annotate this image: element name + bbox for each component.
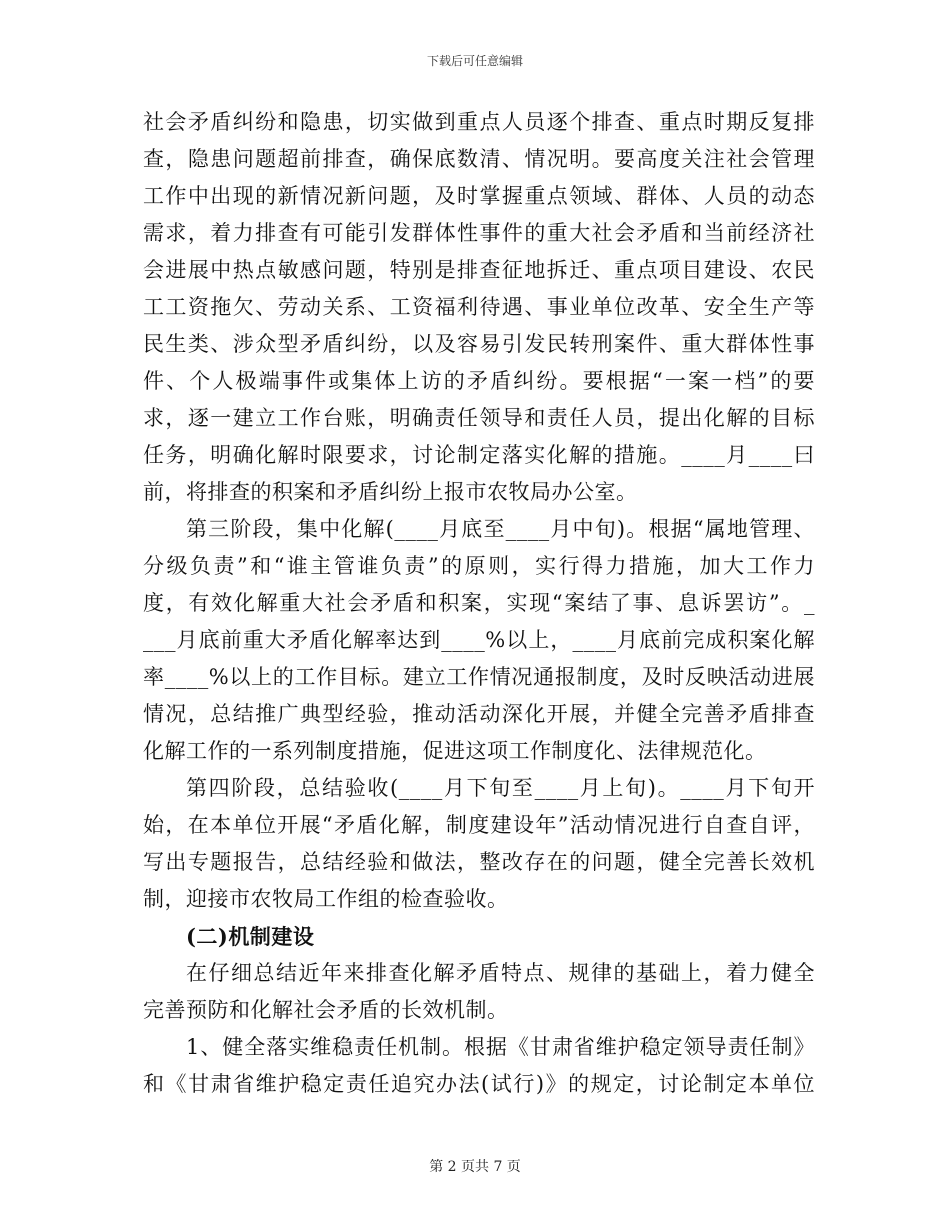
text-line: 任务，明确化解时限要求，讨论制定落实化解的措施。____月____曰 [143, 443, 815, 467]
text-line: 情况，总结推广典型经验，推动活动深化开展，并健全完善矛盾排查 [143, 702, 815, 726]
text-line: 完善预防和化解社会矛盾的长效机制。 [143, 998, 509, 1022]
text-line: 第三阶段，集中化解(____月底至____月中旬)。根据“属地管理、 [186, 517, 815, 541]
text-line: 社会矛盾纠纷和隐患，切实做到重点人员逐个排查、重点时期反复排 [143, 110, 815, 134]
text-line: 在仔细总结近年来排查化解矛盾特点、规律的基础上，着力健全 [186, 961, 815, 985]
text-line: 化解工作的一系列制度措施，促进这项工作制度化、法律规范化。 [143, 739, 767, 763]
text-line: 民生类、涉众型矛盾纠纷，以及容易引发民转刑案件、重大群体性事 [143, 332, 815, 356]
text-line: 会进展中热点敏感问题，特别是排查征地拆迁、重点项目建设、农民 [143, 258, 815, 282]
text-line: 1、健全落实维稳责任机制。根据《甘肃省维护稳定领导责任制》 [186, 1035, 815, 1059]
text-line: 始，在本单位开展“矛盾化解，制度建设年”活动情况进行自查自评， [143, 813, 815, 837]
text-line: 需求，着力排查有可能引发群体性事件的重大社会矛盾和当前经济社 [143, 221, 815, 245]
text-line: 工作中出现的新情况新问题，及时掌握重点领域、群体、人员的动态 [143, 184, 815, 208]
document-body [143, 104, 815, 1103]
text-line: 写出专题报告，总结经验和做法，整改存在的问题，健全完善长效机 [143, 850, 815, 874]
page-footer: 第 2 页共 7 页 [429, 1159, 521, 1175]
text-line: 和《甘肃省维护稳定责任追究办法(试行)》的规定，讨论制定本单位 [143, 1072, 815, 1096]
section-heading: (二)机制建设 [186, 924, 315, 949]
text-line: 工工资拖欠、劳动关系、工资福利待遇、事业单位改革、安全生产等 [143, 295, 815, 319]
text-line: 求，逐一建立工作台账，明确责任领导和责任人员，提出化解的目标 [143, 406, 815, 430]
page-header-note: 下载后可任意编辑 [426, 54, 523, 68]
text-line: 件、个人极端事件或集体上访的矛盾纠纷。要根据“一案一档”的要 [143, 369, 815, 393]
text-line: 率____%以上的工作目标。建立工作情况通报制度，及时反映活动进展 [143, 665, 815, 689]
text-line: 第四阶段，总结验收(____月下旬至____月上旬)。____月下旬开 [186, 776, 815, 800]
text-line: 分级负责”和“谁主管谁负责”的原则，实行得力措施，加大工作力 [143, 554, 815, 578]
text-line: 查，隐患问题超前排查，确保底数清、情况明。要高度关注社会管理 [143, 147, 815, 171]
text-line: ___月底前重大矛盾化解率达到____%以上，____月底前完成积案化解 [143, 628, 815, 652]
text-line: 度，有效化解重大社会矛盾和积案，实现“案结了事、息诉罢访”。_ [143, 591, 815, 615]
text-line: 前，将排查的积案和矛盾纠纷上报市农牧局办公室。 [143, 480, 638, 504]
text-line: 制，迎接市农牧局工作组的检查验收。 [143, 887, 509, 911]
